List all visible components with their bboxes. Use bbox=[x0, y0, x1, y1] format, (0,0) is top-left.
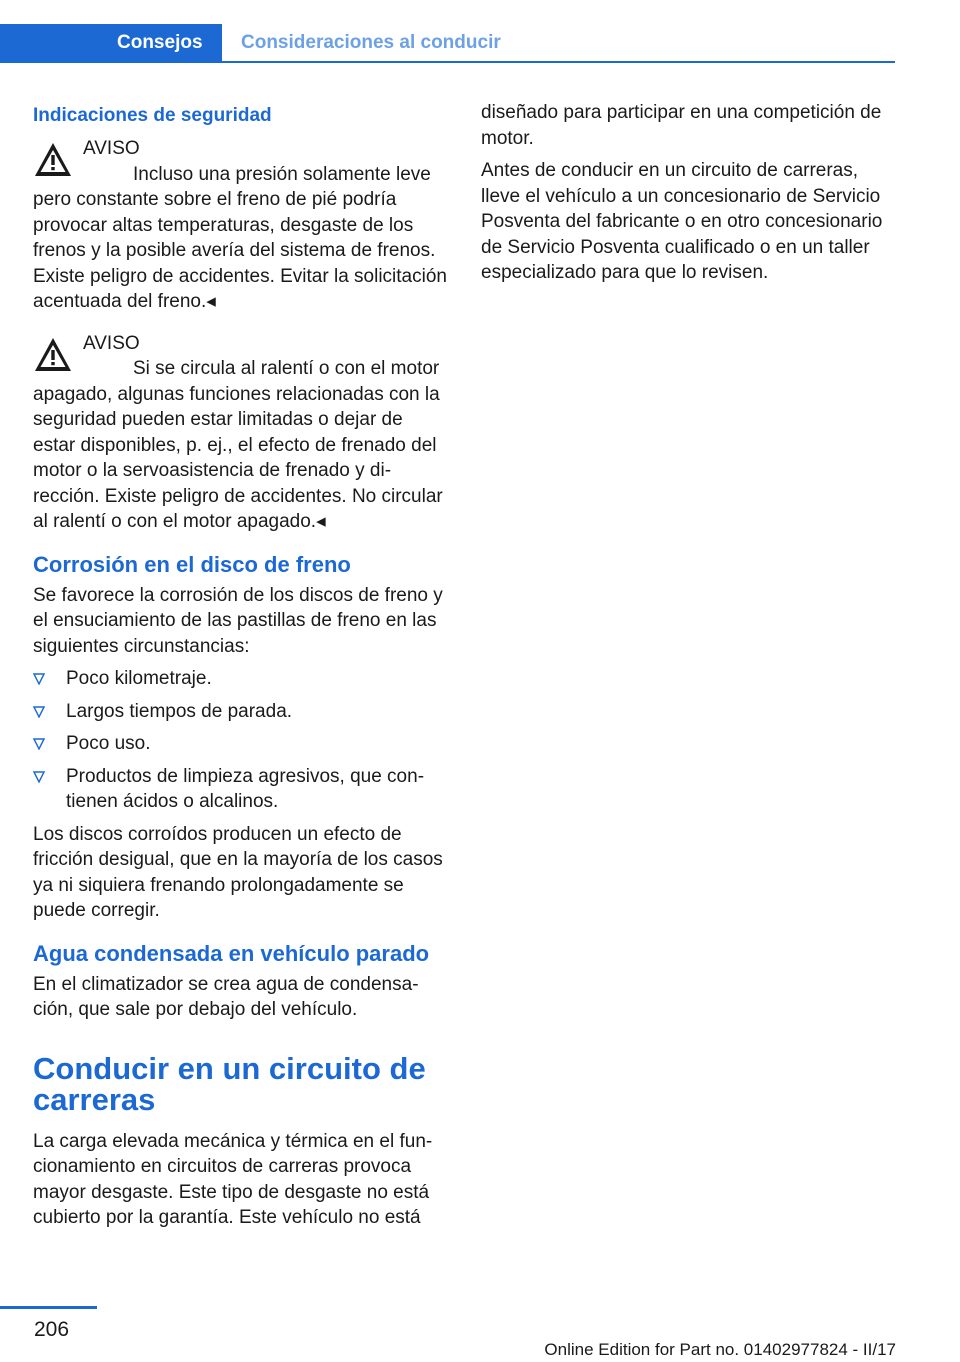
warning-block-2 bbox=[33, 331, 447, 535]
list-item: Productos de limpieza agresivos, que contienen ácidos o alcalinos. bbox=[33, 764, 447, 815]
condensate-heading: Agua condensada en vehículo parado bbox=[33, 940, 430, 966]
corrosion-outro: Los discos corroídos producen un efecto de fricción desigual, que en la mayoría de los casos ya ni siquiera frenando prolongadamente se puede corregir. bbox=[33, 823, 443, 921]
section-title: Consideraciones al conducir bbox=[241, 32, 501, 53]
bullet-triangle-icon bbox=[33, 738, 45, 750]
tab-consejos: Consejos bbox=[0, 24, 222, 61]
corrosion-heading: Corrosión en el disco de freno bbox=[33, 551, 351, 577]
warning-label: AVISO bbox=[83, 332, 140, 354]
bullet-triangle-icon bbox=[33, 706, 45, 718]
corrosion-list bbox=[33, 666, 447, 815]
list-item: Poco uso. bbox=[33, 731, 447, 757]
page-number: 206 bbox=[34, 1318, 70, 1341]
footer-rule bbox=[0, 1306, 97, 1309]
safety-heading: Indicaciones de seguridad bbox=[33, 105, 272, 126]
warning-text: Incluso una presión solamente leve pero constante sobre el freno de pié podría provocar altas temperaturas, desgaste de los frenos y la posible avería del sistema de frenos. Existe peligro de accidentes. Evitar la solicitación acentuada del freno.◂ bbox=[33, 163, 447, 312]
right-paragraph-1: diseñado para participar en una competición de motor. bbox=[481, 102, 882, 149]
warning-triangle-icon bbox=[33, 140, 73, 180]
corrosion-intro: Se favorece la corrosión de los discos de freno y el ensuciamiento de las pastillas de freno en las siguientes circunstancias: bbox=[33, 584, 443, 657]
warning-triangle-icon bbox=[33, 335, 73, 375]
warning-block-1 bbox=[33, 136, 447, 315]
bullet-triangle-icon bbox=[33, 673, 45, 685]
right-column bbox=[481, 100, 895, 293]
warning-label: AVISO bbox=[83, 138, 140, 159]
left-column bbox=[33, 100, 447, 1238]
list-item: Poco kilometraje. bbox=[33, 666, 447, 692]
edition-note: Online Edition for Part no. 01402977824 - II/17 bbox=[544, 1340, 896, 1359]
warning-text: Si se circula al ralentí o con el motor apagado, algunas funciones relacionadas con la seguridad pueden estar limitadas o dejar de estar disponibles, p. ej., el efecto de frenado del motor o la servoasistencia de frenado y dirección. Existe peligro de accidentes. No circular al ralentí o con el motor apagado.◂ bbox=[33, 358, 443, 532]
page-header bbox=[0, 24, 895, 63]
condensate-text: En el climatizador se crea agua de condensación, que sale por debajo del vehículo. bbox=[33, 973, 419, 1020]
chapter-text: La carga elevada mecánica y térmica en el funcionamiento en circuitos de carreras provoca mayor desgaste. Este tipo de desgaste no está cubierto por la garantía. Este vehículo no está bbox=[33, 1130, 433, 1228]
bullet-triangle-icon bbox=[33, 771, 45, 783]
right-paragraph-2: Antes de conducir en un circuito de carreras, lleve el vehículo a un concesionario de Servicio Posventa del fabricante o en otro concesionario de Servicio Posventa cualificado o en un taller especializado para que lo revisen. bbox=[481, 160, 883, 283]
list-item: Largos tiempos de parada. bbox=[33, 699, 447, 725]
chapter-heading: Conducir en un circuito de carreras bbox=[33, 1050, 426, 1117]
